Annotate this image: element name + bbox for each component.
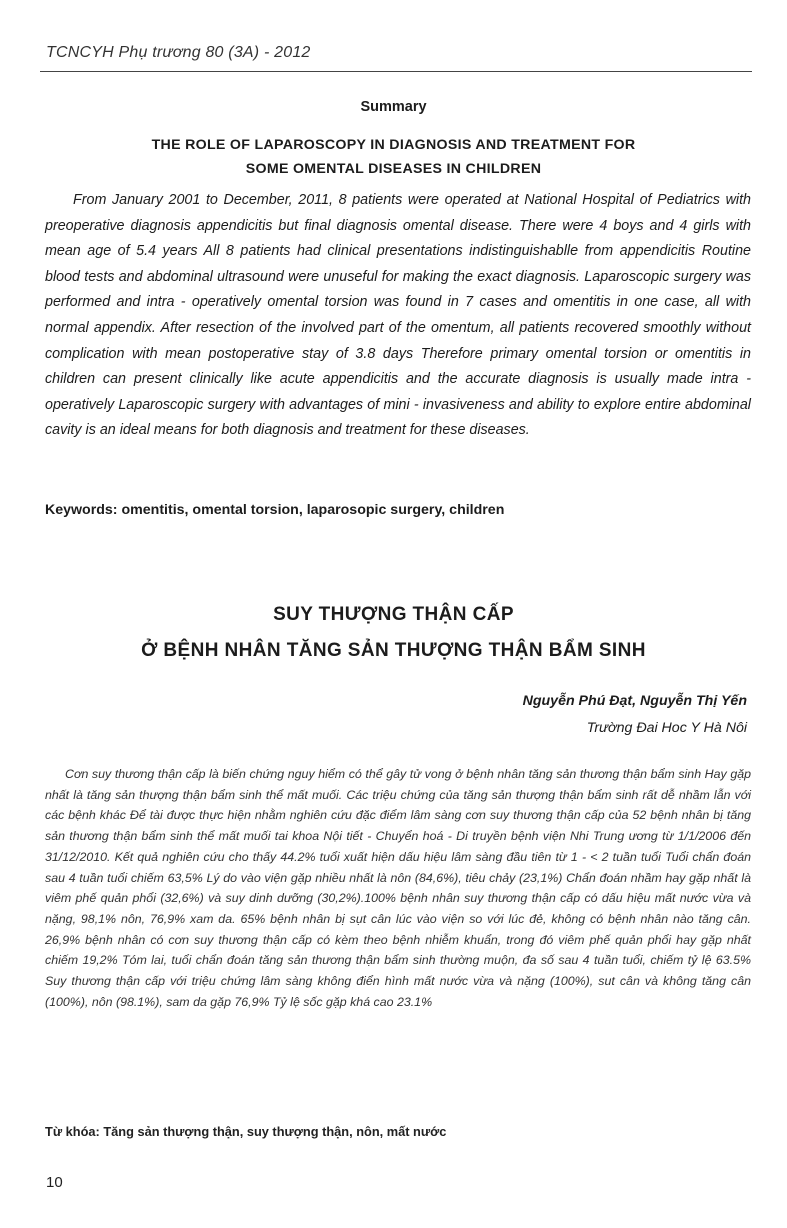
summary-title-line-1: THE ROLE OF LAPAROSCOPY IN DIAGNOSIS AND TREATMENT FOR <box>151 137 636 153</box>
keywords-label: Keywords: <box>45 502 118 518</box>
summary-heading: Summary <box>360 99 427 115</box>
header-rule <box>40 71 752 72</box>
summary-title-line-2: SOME OMENTAL DISEASES IN CHILDREN <box>245 161 542 177</box>
running-header: TCNCYH Phụ trương 80 (3A) - 2012 <box>46 44 311 61</box>
article-keywords-text: Tăng sản thượng thận, suy thượng thận, nôn, mất nước <box>103 1124 447 1139</box>
article-authors: Nguyễn Phú Đạt, Nguyễn Thị Yến <box>522 693 747 709</box>
article-title-line-1: SUY THƯỢNG THẬN CẤP <box>273 604 514 625</box>
article-title-line-2: Ở BỆNH NHÂN TĂNG SẢN THƯỢNG THẬN BẨM SINH <box>141 640 646 661</box>
summary-keywords <box>45 502 504 518</box>
article-keywords <box>45 1124 446 1139</box>
summary-body: From January 2001 to December, 2011, 8 patients were operated at National Hospital of Pediatrics with preoperative diagnosis appendicitis but final diagnosis omental disease. There were 4 boys and 4 girls with mean age of 5.4 years All 8 patients had clinical presentations indistinguishablle from appendicitis Routine blood tests and abdominal ultrasound were unuseful for making the exact diagnosis. Laparoscopic surgery was performed and intra - operatively omental torsion was found in 7 cases and omentitis in one case, all with normal appendix. After resection of the involved part of the omentum, all patients recovered smoothly without complication with mean postoperative stay of 3.8 days Therefore primary omental torsion or omentitis in children can present clinically like acute appendicitis and the accurate diagnosis is usually made intra - operatively Laparoscopic surgery with advantages of mini - invasiveness and ability to explore entire abdominal cavity is an ideal means for both diagnosis and treatment for these diseases. <box>45 192 751 439</box>
summary-title <box>60 133 727 181</box>
keywords-text: omentitis, omental torsion, laparosopic surgery, children <box>121 502 505 518</box>
article-affiliation: Trường Đai Hoc Y Hà Nôi <box>586 720 747 736</box>
page-number: 10 <box>46 1174 63 1191</box>
article-abstract: Cơn suy thương thận cấp là biến chứng nguy hiểm có thể gây tử vong ở bệnh nhân tăng sản thương thận bẩm sinh Hay gặp nhất là tăng sản thượng thận bẩm sinh thể mất muối. Các triệu chứng của tăng sản thượng thận bẩm sinh rất dễ nhầm lẫn với các bệnh khác Để tài được thực hiện nhằm nghiên cứu đặc điểm lâm sàng cơn suy thương thận cấp của 52 bệnh nhân bị tăng sản thương thận bẩm sinh thể mất muối tai khoa Nội tiết - Chuyển hoá - Di truyền bệnh viện Nhi Trung ương từ 1/1/2006 đến 31/12/2010. Kết quả nghiên cứu cho thấy 44.2% tuổi xuất hiện dấu hiệu lâm sàng đầu tiên từ 1 - < 2 tuần tuổi Tuổi chẩn đoán sau 4 tuần tuổi chiếm 63,5% Lý do vào viện gặp nhiều nhất là nôn (84,6%), tiêu chảy (23,1%) Chẩn đoán nhầm hay gặp nhất là viêm phế quản phổi (32,6%) và suy dinh dưỡng (30,2%).100% bệnh nhân suy thương thận cấp có dấu hiệu mất nước vừa và nặng, 98,1% nôn, 76,9% xam da. 65% bệnh nhân bị sụt cân lúc vào viện so với lúc đẻ, không có bệnh nhân nào tăng cân. 26,9% bệnh nhân có cơn suy thương thận cấp có kèm theo bệnh nhiễm khuẩn, trong đó viêm phế quản phổi hay gặp nhất chiếm 19,2% Tóm lai, tuổi chẩn đoán tăng sản thương thận bẩm sinh thường muộn, đa số sau 4 tuần tuổi, chiếm tỷ lệ 63.5% Suy thương thận cấp với triệu chứng lâm sàng không điển hình mất nước vừa và nặng (100%), sut cân và không tăng cân (100%), nôn (98.1%), sam da gặp 76,9% Tỷ lệ sốc gặp khá cao 23.1% <box>45 767 751 1009</box>
article-keywords-label: Từ khóa: <box>45 1124 100 1139</box>
article-title <box>0 597 787 669</box>
